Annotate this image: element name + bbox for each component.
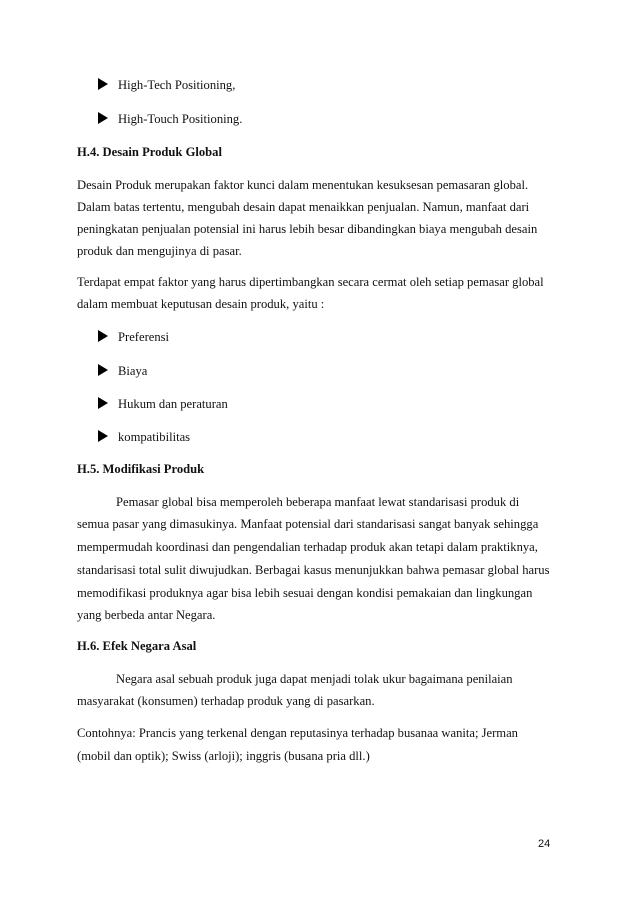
paragraph-line: mempermudah koordinasi dan pengendalian terhadap produk akan tetapi dalam praktiknya, [77, 540, 538, 554]
paragraph-line: masyarakat (konsumen) terhadap produk yang di pasarkan. [77, 694, 375, 708]
section-heading: H.6. Efek Negara Asal [77, 639, 197, 653]
paragraph-line: Pemasar global bisa memperoleh beberapa manfaat lewat standarisasi produk di [116, 495, 520, 509]
triangle-bullet-icon [98, 330, 108, 342]
triangle-bullet-icon [98, 430, 108, 442]
paragraph-line: (mobil dan optik); Swiss (arloji); inggris (busana pria dll.) [77, 749, 370, 763]
paragraph-line: peningkatan penjualan potensial ini harus lebih besar dibandingkan biaya mengubah desain [77, 222, 538, 236]
paragraph-line: semua pasar yang dimasukinya. Manfaat potensial dari standarisasi sangat banyak sehingga [77, 517, 539, 531]
paragraph-line: Negara asal sebuah produk juga dapat menjadi tolak ukur bagaimana penilaian [116, 672, 513, 686]
section-heading: H.5. Modifikasi Produk [77, 462, 205, 476]
triangle-bullet-icon [98, 112, 108, 124]
bullet-item: Preferensi [98, 329, 169, 345]
triangle-bullet-icon [98, 364, 108, 376]
triangle-bullet-icon [98, 397, 108, 409]
triangle-bullet-icon [98, 78, 108, 90]
bullet-item: High-Tech Positioning, [98, 77, 235, 93]
paragraph-line: Dalam batas tertentu, mengubah desain dapat menaikkan penjualan. Namun, manfaat dari [77, 200, 530, 214]
bullet-item: High-Touch Positioning. [98, 111, 242, 127]
section-heading: H.4. Desain Produk Global [77, 145, 222, 159]
bullet-item: Biaya [98, 363, 147, 379]
paragraph-line: Contohnya: Prancis yang terkenal dengan reputasinya terhadap busanaa wanita; Jerman [77, 726, 518, 740]
paragraph-line: memodifikasi produknya agar bisa lebih sesuai dengan kondisi pemakaian dan lingkungan [77, 586, 533, 600]
bullet-item: kompatibilitas [98, 429, 190, 445]
paragraph-line: Desain Produk merupakan faktor kunci dalam menentukan kesuksesan pemasaran global. [77, 178, 529, 192]
paragraph-line: Terdapat empat faktor yang harus dipertimbangkan secara cermat oleh setiap pemasar global [77, 275, 544, 289]
page-number: 24 [538, 838, 551, 850]
paragraph-line: dalam membuat keputusan desain produk, yaitu : [77, 297, 325, 311]
paragraph-line: produk dan mengujinya di pasar. [77, 244, 242, 258]
paragraph-line: yang berbeda antar Negara. [77, 608, 216, 622]
bullet-item: Hukum dan peraturan [98, 396, 228, 412]
paragraph-line: standarisasi total sulit diwujudkan. Berbagai kasus menunjukkan bahwa pemasar global harus [77, 563, 550, 577]
